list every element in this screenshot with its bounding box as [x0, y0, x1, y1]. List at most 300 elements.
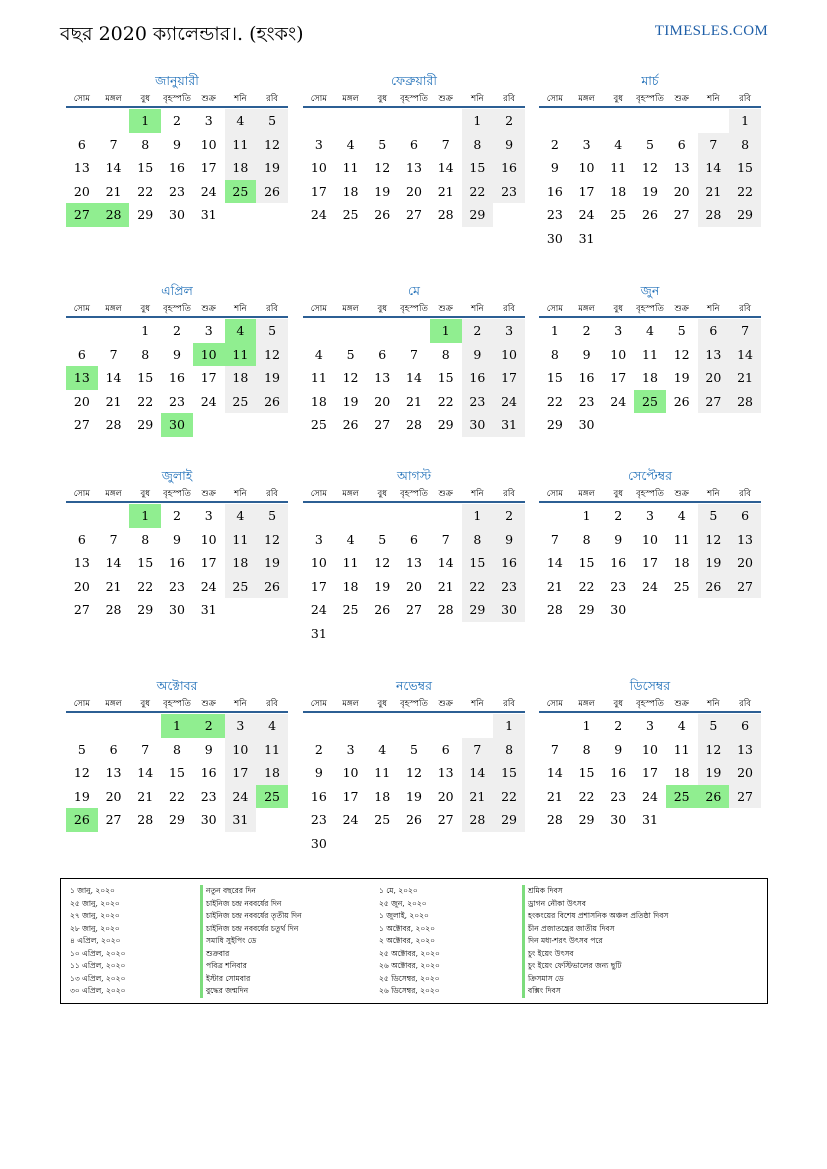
- day-cell[interactable]: 29: [437, 417, 454, 432]
- day-cell[interactable]: 23: [169, 183, 185, 199]
- day-cell[interactable]: 24: [310, 207, 327, 222]
- weekend-day-cell[interactable]: 9: [493, 528, 525, 552]
- day-cell[interactable]: 3: [314, 531, 323, 547]
- day-cell[interactable]: 24: [342, 812, 359, 827]
- day-cell[interactable]: 10: [642, 741, 658, 757]
- day-cell[interactable]: 14: [546, 765, 563, 780]
- day-cell[interactable]: 5: [409, 741, 418, 757]
- day-cell[interactable]: 9: [582, 346, 591, 362]
- weekend-day-cell[interactable]: 1: [462, 504, 494, 528]
- day-cell[interactable]: 17: [200, 160, 217, 175]
- weekend-day-cell[interactable]: 2: [493, 504, 525, 528]
- day-cell[interactable]: 4: [677, 508, 686, 523]
- weekend-day-cell[interactable]: 11: [225, 133, 257, 157]
- day-cell[interactable]: 15: [578, 555, 595, 570]
- day-cell[interactable]: 27: [73, 417, 90, 432]
- site-link[interactable]: TIMESLES.COM: [654, 23, 768, 39]
- day-cell[interactable]: 5: [378, 531, 387, 547]
- weekend-day-cell[interactable]: 7: [698, 133, 730, 157]
- day-cell[interactable]: 7: [109, 531, 118, 547]
- day-cell[interactable]: 3: [645, 508, 654, 523]
- day-cell[interactable]: 13: [105, 765, 122, 780]
- weekend-day-cell[interactable]: 29: [462, 203, 494, 227]
- day-cell[interactable]: 30: [546, 230, 563, 246]
- day-cell[interactable]: 3: [204, 323, 213, 338]
- holiday-day-cell[interactable]: 13: [66, 366, 98, 390]
- day-cell[interactable]: 25: [374, 812, 391, 827]
- day-cell[interactable]: 23: [169, 578, 185, 594]
- day-cell[interactable]: 18: [342, 183, 359, 199]
- day-cell[interactable]: 2: [614, 718, 623, 733]
- day-cell[interactable]: 21: [105, 183, 122, 199]
- weekend-day-cell[interactable]: 28: [729, 390, 761, 414]
- day-cell[interactable]: 25: [310, 417, 327, 432]
- day-cell[interactable]: 29: [169, 812, 185, 827]
- day-cell[interactable]: 18: [342, 578, 359, 594]
- holiday-day-cell[interactable]: 25: [634, 390, 666, 414]
- day-cell[interactable]: 16: [169, 160, 185, 175]
- weekend-day-cell[interactable]: 30: [493, 598, 525, 622]
- day-cell[interactable]: 29: [137, 602, 154, 617]
- day-cell[interactable]: 9: [550, 160, 559, 175]
- day-cell[interactable]: 15: [578, 765, 595, 780]
- day-cell[interactable]: 25: [342, 602, 359, 617]
- weekend-day-cell[interactable]: 3: [225, 714, 257, 738]
- day-cell[interactable]: 12: [73, 765, 90, 780]
- day-cell[interactable]: 29: [578, 812, 595, 827]
- weekend-day-cell[interactable]: 16: [493, 156, 525, 180]
- day-cell[interactable]: 9: [204, 741, 213, 757]
- day-cell[interactable]: 8: [582, 741, 591, 757]
- weekend-day-cell[interactable]: 1: [493, 714, 525, 738]
- day-cell[interactable]: 13: [73, 160, 90, 175]
- holiday-day-cell[interactable]: 26: [66, 808, 98, 832]
- day-cell[interactable]: 8: [172, 741, 181, 757]
- weekend-day-cell[interactable]: 26: [698, 575, 730, 599]
- day-cell[interactable]: 27: [73, 602, 90, 617]
- weekend-day-cell[interactable]: 11: [225, 528, 257, 552]
- weekend-day-cell[interactable]: 30: [462, 413, 494, 437]
- day-cell[interactable]: 27: [437, 812, 454, 827]
- day-cell[interactable]: 11: [642, 346, 658, 362]
- day-cell[interactable]: 29: [137, 417, 154, 432]
- holiday-day-cell[interactable]: 1: [430, 319, 462, 343]
- day-cell[interactable]: 26: [673, 393, 690, 409]
- day-cell[interactable]: 6: [109, 741, 118, 757]
- weekend-day-cell[interactable]: 6: [729, 714, 761, 738]
- day-cell[interactable]: 2: [172, 113, 181, 128]
- weekend-day-cell[interactable]: 7: [462, 738, 494, 762]
- weekend-day-cell[interactable]: 13: [729, 738, 761, 762]
- day-cell[interactable]: 17: [310, 578, 327, 594]
- day-cell[interactable]: 23: [610, 578, 627, 594]
- weekend-day-cell[interactable]: 2: [493, 109, 525, 133]
- day-cell[interactable]: 23: [200, 788, 217, 804]
- weekend-day-cell[interactable]: 19: [256, 156, 288, 180]
- day-cell[interactable]: 17: [578, 183, 595, 199]
- day-cell[interactable]: 8: [141, 136, 150, 152]
- day-cell[interactable]: 10: [578, 160, 595, 175]
- weekend-day-cell[interactable]: 20: [729, 761, 761, 785]
- weekend-day-cell[interactable]: 20: [698, 366, 730, 390]
- weekend-day-cell[interactable]: 1: [462, 109, 494, 133]
- weekend-day-cell[interactable]: 8: [462, 133, 494, 157]
- day-cell[interactable]: 18: [673, 765, 690, 780]
- day-cell[interactable]: 9: [172, 346, 181, 362]
- weekend-day-cell[interactable]: 2: [462, 319, 494, 343]
- weekend-day-cell[interactable]: 28: [462, 808, 494, 832]
- day-cell[interactable]: 2: [172, 323, 181, 338]
- day-cell[interactable]: 16: [610, 765, 627, 780]
- day-cell[interactable]: 27: [105, 812, 122, 827]
- holiday-day-cell[interactable]: 27: [66, 203, 98, 227]
- day-cell[interactable]: 22: [137, 183, 154, 199]
- day-cell[interactable]: 19: [342, 393, 359, 409]
- day-cell[interactable]: 1: [582, 718, 591, 733]
- weekend-day-cell[interactable]: 19: [256, 366, 288, 390]
- day-cell[interactable]: 22: [137, 393, 154, 409]
- weekend-day-cell[interactable]: 31: [225, 808, 257, 832]
- weekend-day-cell[interactable]: 15: [729, 156, 761, 180]
- weekend-day-cell[interactable]: 24: [225, 785, 257, 809]
- day-cell[interactable]: 1: [141, 323, 150, 338]
- day-cell[interactable]: 23: [169, 393, 185, 409]
- day-cell[interactable]: 17: [642, 555, 658, 570]
- day-cell[interactable]: 31: [200, 602, 217, 617]
- day-cell[interactable]: 24: [200, 183, 217, 199]
- weekend-day-cell[interactable]: 8: [493, 738, 525, 762]
- weekend-day-cell[interactable]: 5: [698, 504, 730, 528]
- day-cell[interactable]: 4: [346, 136, 355, 152]
- weekend-day-cell[interactable]: 8: [462, 528, 494, 552]
- day-cell[interactable]: 10: [200, 136, 217, 152]
- weekend-day-cell[interactable]: 21: [729, 366, 761, 390]
- day-cell[interactable]: 17: [642, 765, 658, 780]
- weekend-day-cell[interactable]: 7: [729, 319, 761, 343]
- day-cell[interactable]: 11: [673, 741, 690, 757]
- day-cell[interactable]: 21: [105, 393, 122, 409]
- day-cell[interactable]: 13: [406, 160, 422, 175]
- day-cell[interactable]: 8: [582, 531, 591, 547]
- day-cell[interactable]: 24: [642, 788, 658, 804]
- weekend-day-cell[interactable]: 21: [698, 180, 730, 204]
- weekend-day-cell[interactable]: 17: [493, 366, 525, 390]
- day-cell[interactable]: 6: [77, 531, 86, 547]
- day-cell[interactable]: 17: [310, 183, 327, 199]
- day-cell[interactable]: 20: [406, 578, 422, 594]
- holiday-day-cell[interactable]: 25: [225, 180, 257, 204]
- day-cell[interactable]: 24: [310, 602, 327, 617]
- day-cell[interactable]: 14: [105, 160, 122, 175]
- day-cell[interactable]: 3: [582, 136, 591, 152]
- day-cell[interactable]: 21: [546, 578, 563, 594]
- day-cell[interactable]: 4: [346, 531, 355, 547]
- day-cell[interactable]: 18: [374, 788, 391, 804]
- day-cell[interactable]: 10: [342, 765, 359, 780]
- day-cell[interactable]: 7: [550, 531, 559, 547]
- holiday-day-cell[interactable]: 2: [193, 714, 225, 738]
- day-cell[interactable]: 2: [550, 136, 559, 152]
- day-cell[interactable]: 10: [610, 346, 627, 362]
- weekend-day-cell[interactable]: 3: [493, 319, 525, 343]
- day-cell[interactable]: 14: [105, 555, 122, 570]
- day-cell[interactable]: 9: [314, 765, 323, 780]
- day-cell[interactable]: 2: [614, 508, 623, 523]
- day-cell[interactable]: 30: [578, 417, 595, 432]
- day-cell[interactable]: 11: [342, 555, 359, 570]
- weekend-day-cell[interactable]: 4: [256, 714, 288, 738]
- day-cell[interactable]: 19: [673, 370, 690, 385]
- day-cell[interactable]: 14: [437, 555, 454, 570]
- weekend-day-cell[interactable]: 18: [256, 761, 288, 785]
- day-cell[interactable]: 24: [200, 578, 217, 594]
- weekend-day-cell[interactable]: 25: [225, 575, 257, 599]
- weekend-day-cell[interactable]: 15: [462, 551, 494, 575]
- day-cell[interactable]: 17: [200, 370, 217, 385]
- day-cell[interactable]: 28: [437, 207, 454, 222]
- weekend-day-cell[interactable]: 15: [493, 761, 525, 785]
- day-cell[interactable]: 17: [342, 788, 359, 804]
- day-cell[interactable]: 3: [204, 508, 213, 523]
- day-cell[interactable]: 13: [73, 555, 90, 570]
- weekend-day-cell[interactable]: 22: [462, 575, 494, 599]
- day-cell[interactable]: 5: [378, 136, 387, 152]
- weekend-day-cell[interactable]: 28: [698, 203, 730, 227]
- day-cell[interactable]: 15: [137, 555, 154, 570]
- day-cell[interactable]: 18: [642, 370, 658, 385]
- day-cell[interactable]: 17: [610, 370, 627, 385]
- day-cell[interactable]: 15: [546, 370, 563, 385]
- weekend-day-cell[interactable]: 12: [256, 528, 288, 552]
- day-cell[interactable]: 31: [200, 207, 217, 222]
- weekend-day-cell[interactable]: 25: [225, 390, 257, 414]
- day-cell[interactable]: 6: [441, 741, 450, 757]
- day-cell[interactable]: 8: [441, 346, 450, 362]
- weekend-day-cell[interactable]: 19: [698, 551, 730, 575]
- weekend-day-cell[interactable]: 18: [225, 156, 257, 180]
- day-cell[interactable]: 11: [342, 160, 359, 175]
- day-cell[interactable]: 4: [677, 718, 686, 733]
- day-cell[interactable]: 11: [673, 531, 690, 547]
- day-cell[interactable]: 27: [374, 417, 391, 432]
- weekend-day-cell[interactable]: 8: [729, 133, 761, 157]
- day-cell[interactable]: 29: [546, 417, 563, 432]
- day-cell[interactable]: 1: [550, 323, 559, 338]
- weekend-day-cell[interactable]: 19: [256, 551, 288, 575]
- weekend-day-cell[interactable]: 21: [462, 785, 494, 809]
- weekend-day-cell[interactable]: 1: [729, 109, 761, 133]
- weekend-day-cell[interactable]: 4: [225, 109, 257, 133]
- weekend-day-cell[interactable]: 23: [493, 180, 525, 204]
- weekend-day-cell[interactable]: 14: [698, 156, 730, 180]
- day-cell[interactable]: 5: [677, 323, 686, 338]
- day-cell[interactable]: 28: [437, 602, 454, 617]
- day-cell[interactable]: 31: [642, 812, 658, 827]
- weekend-day-cell[interactable]: 18: [225, 551, 257, 575]
- day-cell[interactable]: 6: [378, 346, 387, 362]
- day-cell[interactable]: 9: [172, 531, 181, 547]
- weekend-day-cell[interactable]: 27: [729, 575, 761, 599]
- weekend-day-cell[interactable]: 12: [256, 133, 288, 157]
- day-cell[interactable]: 16: [546, 183, 563, 199]
- day-cell[interactable]: 23: [310, 812, 327, 827]
- day-cell[interactable]: 14: [546, 555, 563, 570]
- holiday-day-cell[interactable]: 1: [161, 714, 193, 738]
- day-cell[interactable]: 3: [204, 113, 213, 128]
- day-cell[interactable]: 15: [169, 765, 185, 780]
- day-cell[interactable]: 8: [141, 346, 150, 362]
- holiday-day-cell[interactable]: 26: [698, 785, 730, 809]
- day-cell[interactable]: 20: [437, 788, 454, 804]
- weekend-day-cell[interactable]: 12: [698, 528, 730, 552]
- weekend-day-cell[interactable]: 29: [493, 808, 525, 832]
- day-cell[interactable]: 30: [610, 812, 627, 827]
- day-cell[interactable]: 10: [310, 160, 327, 175]
- day-cell[interactable]: 20: [673, 183, 690, 199]
- day-cell[interactable]: 24: [578, 207, 595, 222]
- day-cell[interactable]: 19: [73, 788, 90, 804]
- day-cell[interactable]: 25: [342, 207, 359, 222]
- day-cell[interactable]: 20: [406, 183, 422, 199]
- day-cell[interactable]: 23: [610, 788, 627, 804]
- day-cell[interactable]: 12: [642, 160, 658, 175]
- weekend-day-cell[interactable]: 9: [462, 343, 494, 367]
- day-cell[interactable]: 28: [137, 812, 154, 827]
- weekend-day-cell[interactable]: 20: [729, 551, 761, 575]
- weekend-day-cell[interactable]: 19: [698, 761, 730, 785]
- day-cell[interactable]: 28: [105, 602, 122, 617]
- weekend-day-cell[interactable]: 5: [256, 319, 288, 343]
- day-cell[interactable]: 11: [610, 160, 627, 175]
- day-cell[interactable]: 3: [614, 323, 623, 338]
- day-cell[interactable]: 7: [409, 346, 418, 362]
- weekend-day-cell[interactable]: 23: [462, 390, 494, 414]
- day-cell[interactable]: 19: [642, 183, 658, 199]
- weekend-day-cell[interactable]: 16: [462, 366, 494, 390]
- day-cell[interactable]: 9: [614, 531, 623, 547]
- weekend-day-cell[interactable]: 5: [256, 504, 288, 528]
- day-cell[interactable]: 2: [582, 323, 591, 338]
- day-cell[interactable]: 7: [109, 346, 118, 362]
- day-cell[interactable]: 21: [546, 788, 563, 804]
- day-cell[interactable]: 24: [642, 578, 658, 594]
- holiday-day-cell[interactable]: 4: [225, 319, 257, 343]
- day-cell[interactable]: 28: [105, 417, 122, 432]
- day-cell[interactable]: 31: [310, 625, 327, 641]
- day-cell[interactable]: 11: [374, 765, 391, 780]
- day-cell[interactable]: 22: [137, 578, 154, 594]
- day-cell[interactable]: 28: [546, 602, 563, 617]
- day-cell[interactable]: 22: [437, 393, 454, 409]
- day-cell[interactable]: 6: [409, 531, 418, 547]
- day-cell[interactable]: 8: [141, 531, 150, 547]
- weekend-day-cell[interactable]: 17: [225, 761, 257, 785]
- day-cell[interactable]: 2: [172, 508, 181, 523]
- day-cell[interactable]: 30: [200, 812, 217, 827]
- day-cell[interactable]: 31: [578, 230, 595, 246]
- day-cell[interactable]: 12: [374, 555, 391, 570]
- weekend-day-cell[interactable]: 13: [729, 528, 761, 552]
- weekend-day-cell[interactable]: 11: [256, 738, 288, 762]
- day-cell[interactable]: 12: [406, 765, 422, 780]
- day-cell[interactable]: 9: [614, 741, 623, 757]
- day-cell[interactable]: 26: [374, 602, 391, 617]
- day-cell[interactable]: 9: [172, 136, 181, 152]
- weekend-day-cell[interactable]: 18: [225, 366, 257, 390]
- weekend-day-cell[interactable]: 10: [225, 738, 257, 762]
- day-cell[interactable]: 13: [437, 765, 454, 780]
- day-cell[interactable]: 26: [342, 417, 359, 432]
- day-cell[interactable]: 25: [673, 578, 690, 594]
- holiday-day-cell[interactable]: 10: [193, 343, 225, 367]
- holiday-day-cell[interactable]: 1: [129, 109, 161, 133]
- day-cell[interactable]: 11: [310, 370, 327, 385]
- day-cell[interactable]: 3: [645, 718, 654, 733]
- day-cell[interactable]: 5: [645, 136, 654, 152]
- day-cell[interactable]: 26: [642, 207, 658, 222]
- day-cell[interactable]: 15: [137, 160, 154, 175]
- weekend-day-cell[interactable]: 31: [493, 413, 525, 437]
- day-cell[interactable]: 12: [342, 370, 359, 385]
- weekend-day-cell[interactable]: 6: [698, 319, 730, 343]
- day-cell[interactable]: 19: [406, 788, 422, 804]
- day-cell[interactable]: 18: [673, 555, 690, 570]
- holiday-day-cell[interactable]: 1: [129, 504, 161, 528]
- day-cell[interactable]: 1: [582, 508, 591, 523]
- day-cell[interactable]: 20: [73, 183, 90, 199]
- holiday-day-cell[interactable]: 30: [161, 413, 193, 437]
- day-cell[interactable]: 12: [673, 346, 690, 362]
- day-cell[interactable]: 13: [673, 160, 690, 175]
- day-cell[interactable]: 24: [200, 393, 217, 409]
- day-cell[interactable]: 7: [441, 136, 450, 152]
- day-cell[interactable]: 28: [406, 417, 422, 432]
- day-cell[interactable]: 14: [105, 370, 122, 385]
- day-cell[interactable]: 14: [137, 765, 154, 780]
- day-cell[interactable]: 19: [374, 578, 391, 594]
- day-cell[interactable]: 13: [406, 555, 422, 570]
- weekend-day-cell[interactable]: 9: [493, 133, 525, 157]
- day-cell[interactable]: 27: [673, 207, 690, 222]
- holiday-day-cell[interactable]: 11: [225, 343, 257, 367]
- weekend-day-cell[interactable]: 22: [462, 180, 494, 204]
- day-cell[interactable]: 16: [310, 788, 327, 804]
- weekend-day-cell[interactable]: 5: [256, 109, 288, 133]
- day-cell[interactable]: 24: [610, 393, 627, 409]
- day-cell[interactable]: 21: [437, 183, 454, 199]
- day-cell[interactable]: 6: [77, 136, 86, 152]
- weekend-day-cell[interactable]: 22: [493, 785, 525, 809]
- day-cell[interactable]: 22: [578, 578, 595, 594]
- day-cell[interactable]: 19: [374, 183, 391, 199]
- day-cell[interactable]: 20: [73, 578, 90, 594]
- day-cell[interactable]: 21: [137, 788, 154, 804]
- day-cell[interactable]: 16: [610, 555, 627, 570]
- day-cell[interactable]: 28: [546, 812, 563, 827]
- day-cell[interactable]: 4: [314, 346, 323, 362]
- weekend-day-cell[interactable]: 5: [698, 714, 730, 738]
- weekend-day-cell[interactable]: 15: [462, 156, 494, 180]
- day-cell[interactable]: 5: [77, 741, 86, 757]
- weekend-day-cell[interactable]: 14: [729, 343, 761, 367]
- day-cell[interactable]: 6: [677, 136, 686, 152]
- weekend-day-cell[interactable]: 24: [493, 390, 525, 414]
- day-cell[interactable]: 10: [642, 531, 658, 547]
- weekend-day-cell[interactable]: 12: [256, 343, 288, 367]
- day-cell[interactable]: 4: [378, 741, 387, 757]
- holiday-day-cell[interactable]: 25: [256, 785, 288, 809]
- weekend-day-cell[interactable]: 4: [225, 504, 257, 528]
